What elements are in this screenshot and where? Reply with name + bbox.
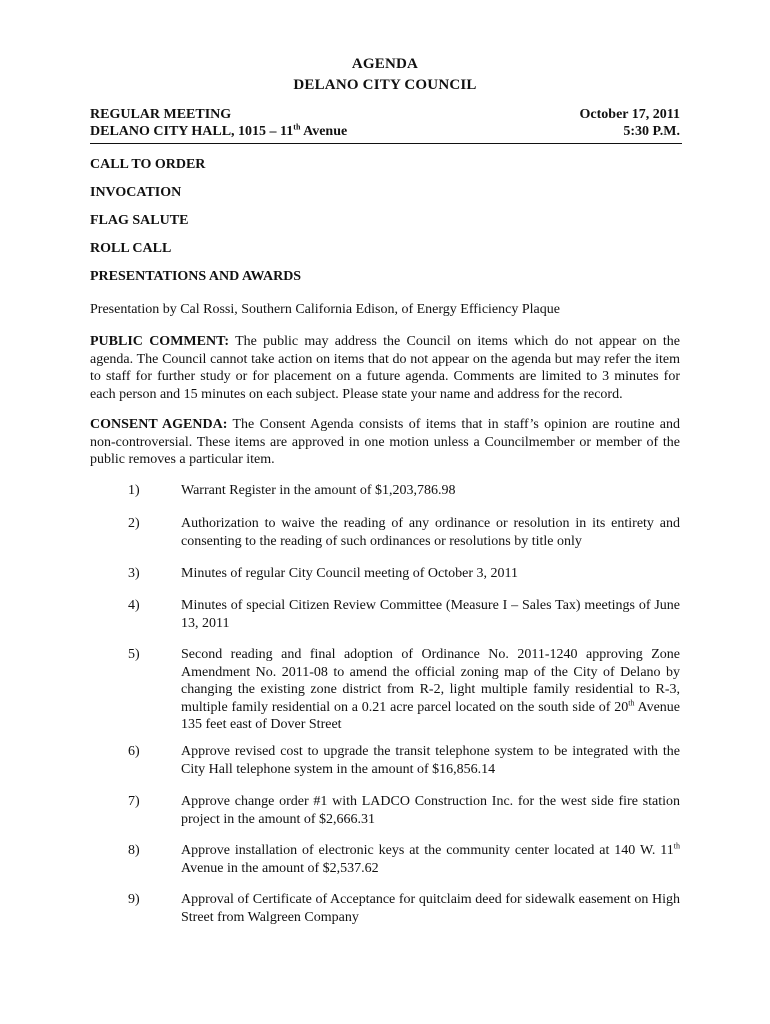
item-text-superscript: th — [673, 841, 680, 851]
item-number: 7) — [128, 794, 140, 809]
item-number: 6) — [128, 744, 140, 759]
item-text: Approve change order #1 with LADCO Construction Inc. for the west side fire station project in the amount of $2,666.31 — [181, 794, 680, 827]
item-text: Approval of Certificate of Acceptance for quitclaim deed for sidewalk easement on High Street from Walgreen Company — [181, 892, 680, 925]
section-presentations: PRESENTATIONS AND AWARDS — [90, 269, 302, 284]
section-call-to-order: CALL TO ORDER — [90, 157, 206, 172]
item-text: Authorization to waive the reading of any ordinance or resolution in its entirety and consenting to the reading of such ordinances or resolutions by title only — [181, 516, 680, 549]
item-text-part-a: Second reading and final adoption of Ordinance No. 2011-1240 approving Zone Amendment No. 2011-08 to amend the official zoning map of the City of Delano by changing the existing zone district from R-2, light multiple family residential to R-3, multiple family residential on a 0.21 acre parcel located on the south side of 20 — [181, 647, 680, 715]
section-flag-salute: FLAG SALUTE — [90, 213, 189, 228]
item-text: Minutes of special Citizen Review Committee (Measure I – Sales Tax) meetings of June 13, 2011 — [181, 598, 680, 631]
item-number: 5) — [128, 647, 140, 662]
agenda-title: AGENDA — [351, 56, 419, 72]
item-text — [181, 646, 680, 734]
item-text: Minutes of regular City Council meeting of October 3, 2011 — [181, 566, 518, 581]
consent-agenda-paragraph — [90, 416, 680, 469]
public-comment-text: The public may address the Council on items which do not appear on the agenda. The Council cannot take action on items that do not appear on the agenda but may refer the item to staff for further study or for placement on a future agenda. Comments are limited to 3 minutes for each person and 15 minutes on each subject. Please state your name and address for the record. — [90, 334, 681, 402]
item-number: 8) — [128, 843, 140, 858]
item-number: 1) — [128, 483, 140, 498]
item-text-superscript: th — [628, 698, 635, 708]
item-number: 9) — [128, 892, 140, 907]
item-number: 3) — [128, 566, 140, 581]
consent-agenda-label: CONSENT AGENDA: — [90, 417, 228, 432]
consent-agenda-text: The Consent Agenda consists of items that in staff’s opinion are routine and non-controversial. These items are approved in one motion unless a Councilmember or member of the public removes a particular item. — [90, 417, 680, 468]
council-title: DELANO CITY COUNCIL — [293, 77, 477, 93]
item-number: 2) — [128, 516, 140, 531]
public-comment-label: PUBLIC COMMENT: — [90, 334, 230, 349]
item-text — [181, 842, 680, 877]
item-text: Approve revised cost to upgrade the transit telephone system to be integrated with the City Hall telephone system in the amount of $16,856.14 — [181, 744, 680, 777]
public-comment-paragraph — [90, 333, 680, 403]
meeting-location — [90, 124, 347, 140]
item-text-part-b: Avenue in the amount of $2,537.62 — [181, 860, 379, 876]
item-text-part-a: Approve installation of electronic keys at the community center located at 140 W. 11 — [181, 843, 674, 858]
section-invocation: INVOCATION — [90, 185, 182, 200]
location-superscript: th — [293, 122, 301, 132]
presentation-text: Presentation by Cal Rossi, Southern California Edison, of Energy Efficiency Plaque — [90, 302, 560, 317]
item-text: Warrant Register in the amount of $1,203,786.98 — [181, 483, 456, 498]
meeting-date: October 17, 2011 — [579, 107, 680, 122]
item-text-part-b: Avenue 135 feet east of Dover Street — [181, 699, 680, 733]
meeting-time: 5:30 P.M. — [623, 124, 680, 139]
location-prefix: DELANO CITY HALL, 1015 – 11 — [90, 124, 294, 139]
header-divider — [90, 143, 682, 144]
meeting-type: REGULAR MEETING — [90, 107, 232, 122]
location-suffix: Avenue — [300, 124, 348, 139]
item-number: 4) — [128, 598, 140, 613]
section-roll-call: ROLL CALL — [90, 241, 172, 256]
